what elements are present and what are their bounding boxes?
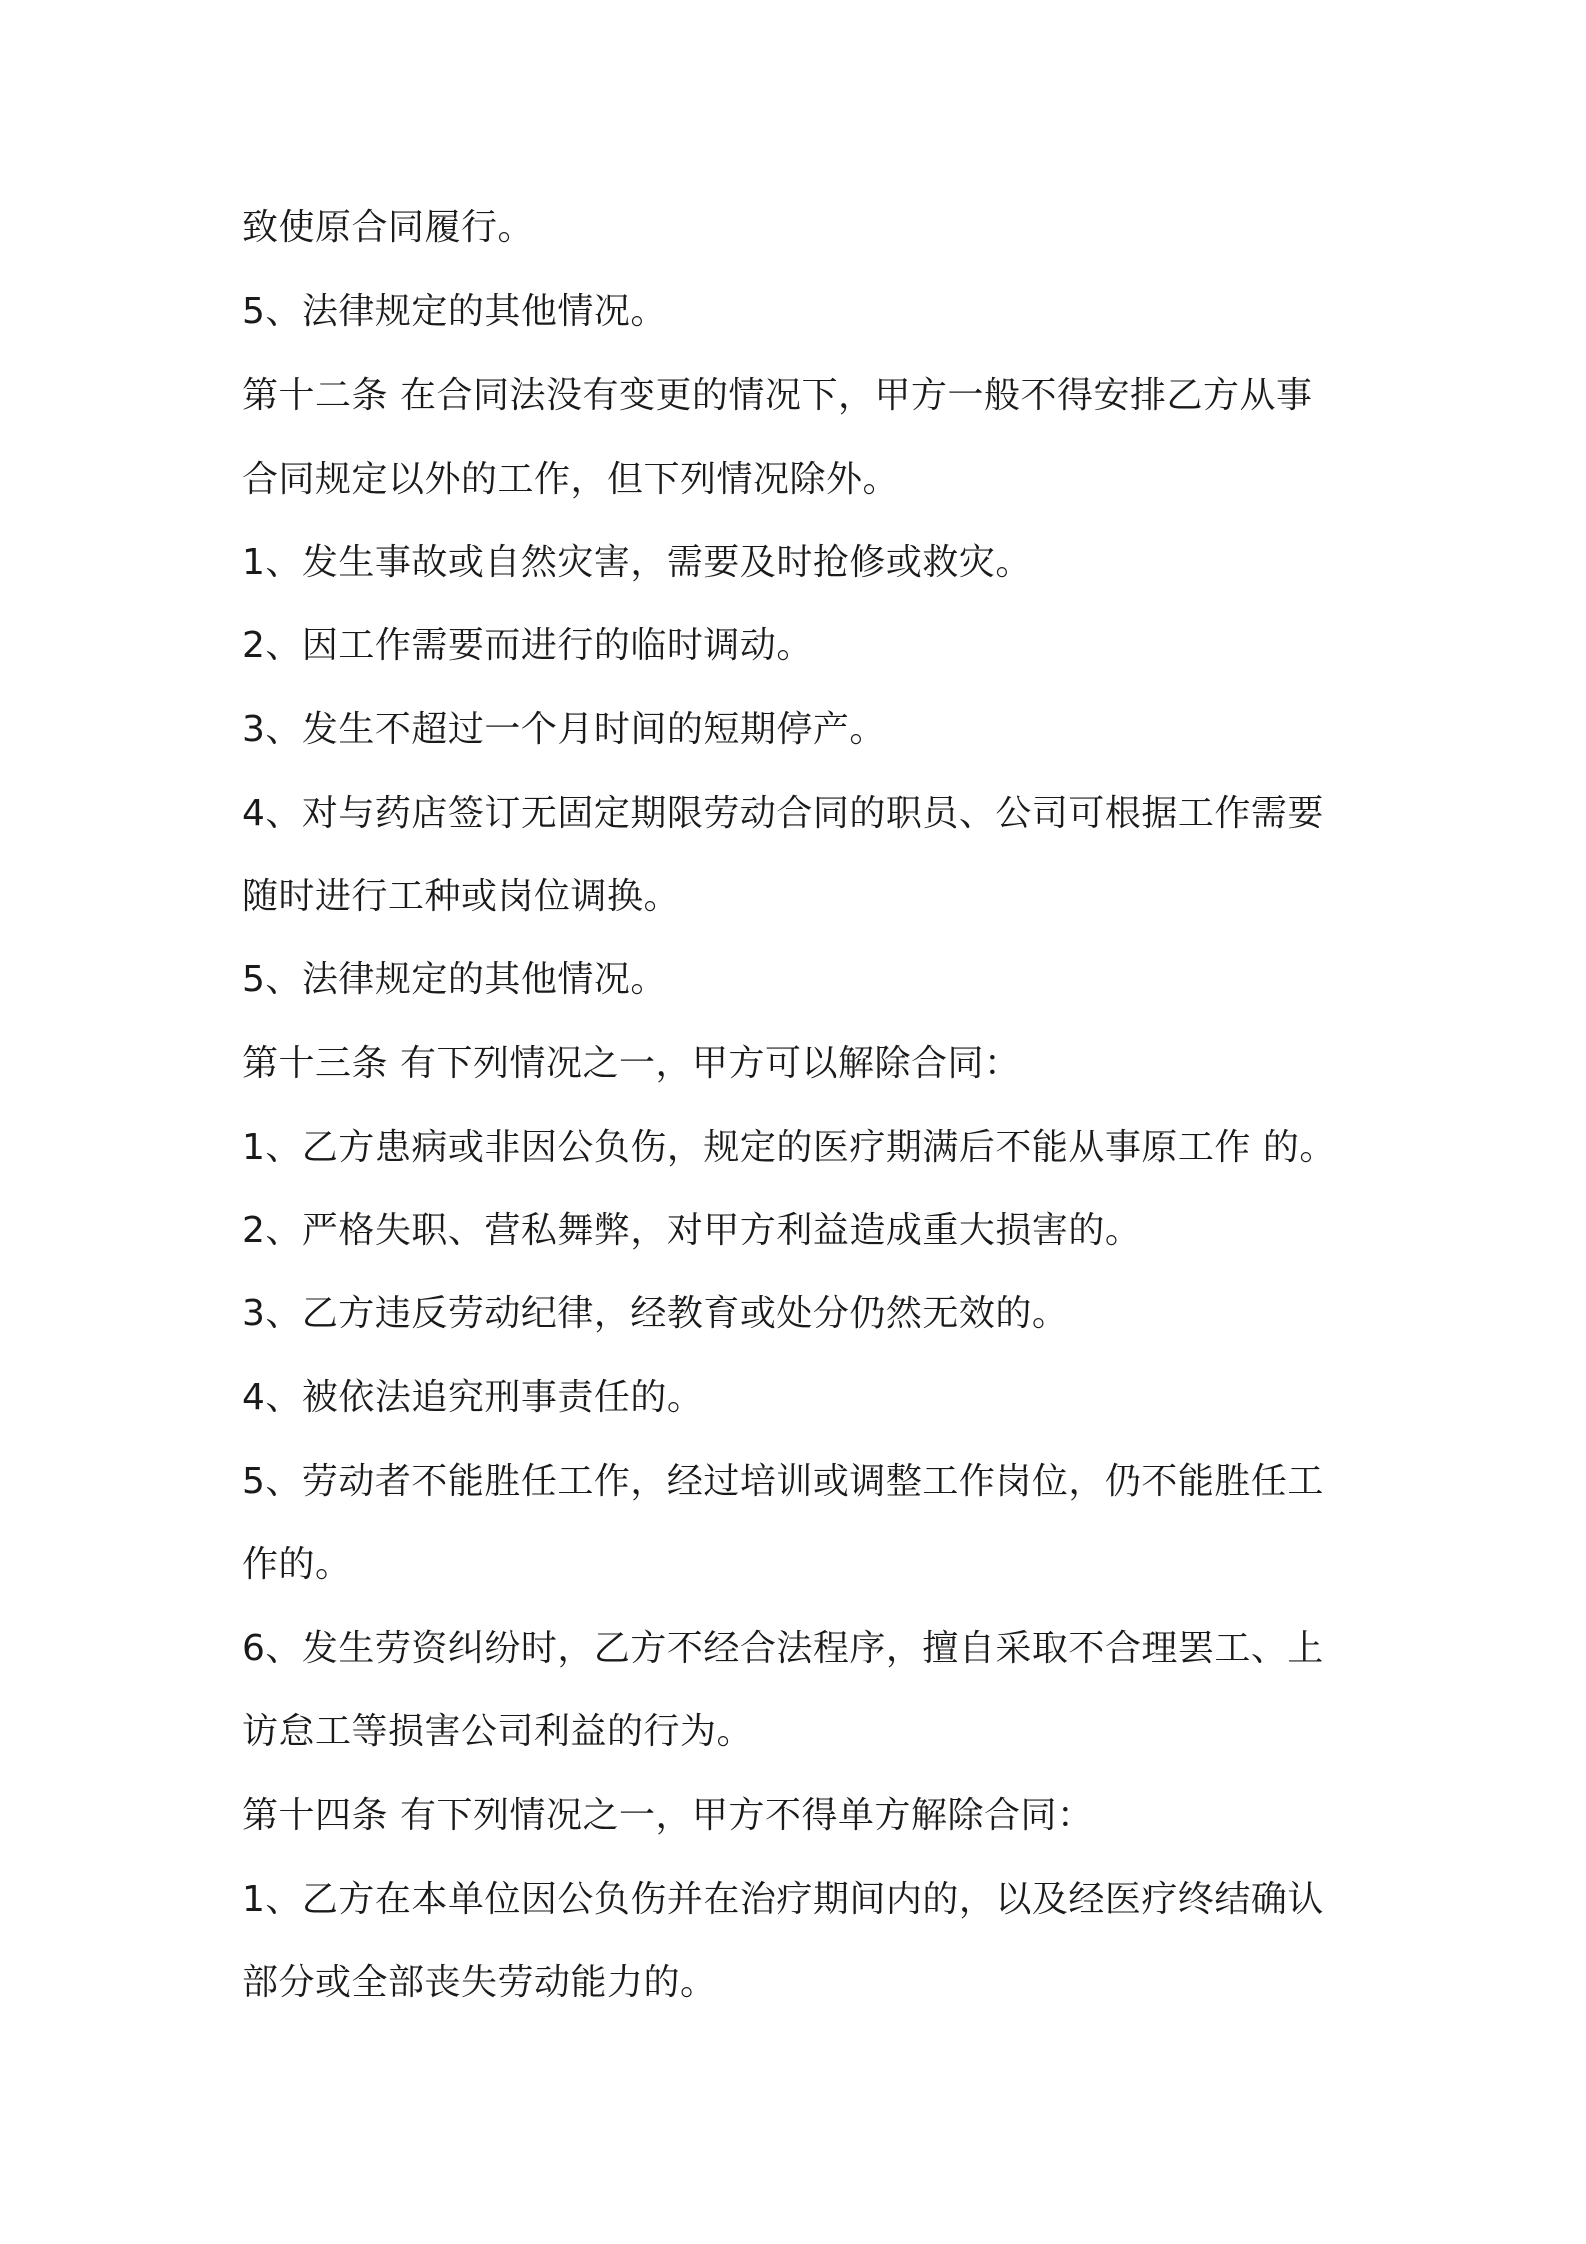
article-14-heading: 第十四条 有下列情况之一，甲方不得单方解除合同： bbox=[242, 1795, 1094, 1836]
text-line: 5、法律规定的其他情况。 bbox=[242, 959, 667, 1000]
text-line: 访怠工等损害公司利益的行为。 bbox=[242, 1711, 754, 1752]
text-line: 3、乙方违反劳动纪律，经教育或处分仍然无效的。 bbox=[242, 1293, 1069, 1334]
text-line: 作的。 bbox=[242, 1544, 352, 1585]
article-12-heading: 第十二条 在合同法没有变更的情况下，甲方一般不得安排乙方从事 bbox=[242, 375, 1313, 416]
text-line: 随时进行工种或岗位调换。 bbox=[242, 876, 681, 917]
text-line: 1、乙方患病或非因公负伤，规定的医疗期满后不能从事原工作 的。 bbox=[242, 1127, 1336, 1168]
text-line: 2、严格失职、营私舞弊，对甲方利益造成重大损害的。 bbox=[242, 1210, 1142, 1251]
text-line: 3、发生不超过一个月时间的短期停产。 bbox=[242, 709, 886, 750]
text-line: 1、乙方在本单位因公负伤并在治疗期间内的，以及经医疗终结确认 bbox=[242, 1879, 1324, 1920]
text-line: 部分或全部丧失劳动能力的。 bbox=[242, 1962, 717, 2003]
text-line: 1、发生事故或自然灾害，需要及时抢修或救灾。 bbox=[242, 542, 1032, 583]
article-13-heading: 第十三条 有下列情况之一，甲方可以解除合同： bbox=[242, 1043, 1021, 1084]
text-line: 4、对与药店签订无固定期限劳动合同的职员、公司可根据工作需要 bbox=[242, 793, 1324, 834]
text-line: 6、发生劳资纠纷时，乙方不经合法程序，擅自采取不合理罢工、上 bbox=[242, 1628, 1324, 1669]
text-line: 合同规定以外的工作，但下列情况除外。 bbox=[242, 459, 900, 500]
text-line: 5、法律规定的其他情况。 bbox=[242, 291, 667, 332]
text-line: 2、因工作需要而进行的临时调动。 bbox=[242, 625, 813, 666]
text-line: 致使原合同履行。 bbox=[242, 207, 535, 248]
text-line: 5、劳动者不能胜任工作，经过培训或调整工作岗位，仍不能胜任工 bbox=[242, 1461, 1324, 1502]
text-line: 4、被依法追究刑事责任的。 bbox=[242, 1377, 704, 1418]
